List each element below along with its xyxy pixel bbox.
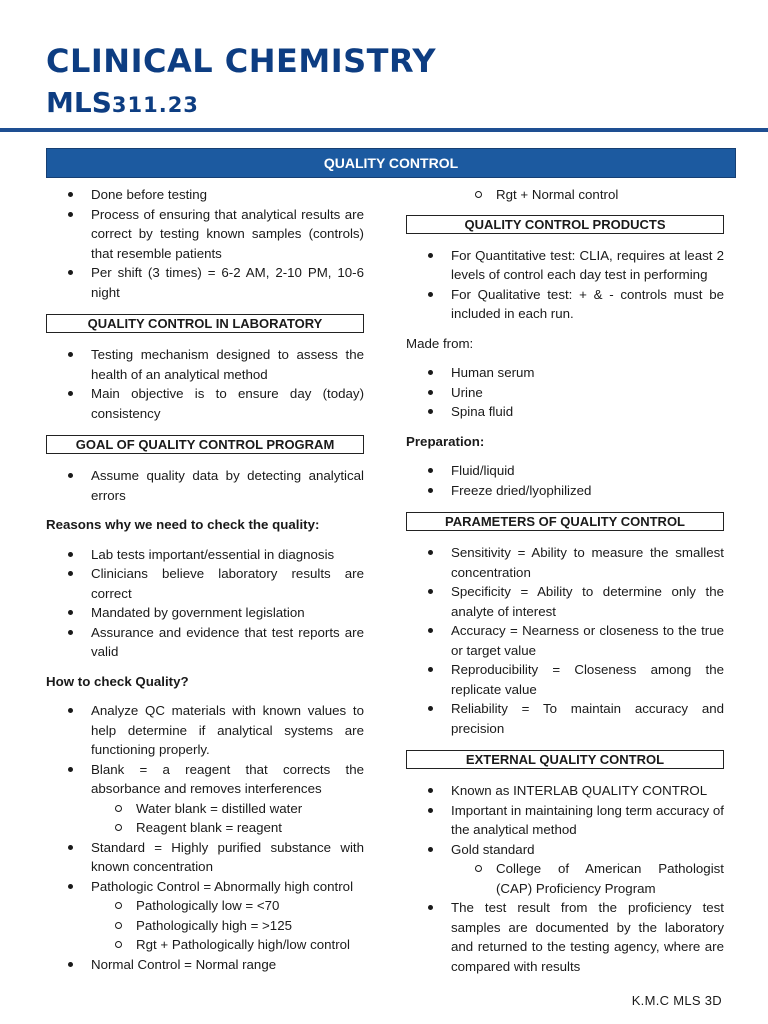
list-item: Mandated by government legislation xyxy=(46,603,364,623)
list-item: Spina fluid xyxy=(406,402,724,422)
lab-list xyxy=(46,345,364,423)
parameters-list xyxy=(406,543,724,738)
made-from-label: Made from: xyxy=(406,335,474,351)
parameters-heading: PARAMETERS OF QUALITY CONTROL xyxy=(406,512,724,531)
list-item: Sensitivity = Ability to measure the smallest concentration xyxy=(406,543,724,582)
course-code xyxy=(46,86,199,119)
list-item: Human serum xyxy=(406,363,724,383)
list-item: Testing mechanism designed to assess the health of an analytical method xyxy=(46,345,364,384)
list-item: Fluid/liquid xyxy=(406,461,724,481)
list-item: Urine xyxy=(406,383,724,403)
list-item: Lab tests important/essential in diagnosis xyxy=(46,545,364,565)
list-item: Reliability = To maintain accuracy and precision xyxy=(406,699,724,738)
list-item: For Qualitative test: + & - controls must be included in each run. xyxy=(406,285,724,324)
lab-heading: QUALITY CONTROL IN LABORATORY xyxy=(46,314,364,333)
list-item: Gold standard xyxy=(406,840,724,860)
products-heading: QUALITY CONTROL PRODUCTS xyxy=(406,215,724,234)
right-column xyxy=(406,185,724,976)
list-item: Blank = a reagent that corrects the absorbance and removes interferences xyxy=(46,760,364,799)
products-list xyxy=(406,246,724,324)
list-item: Standard = Highly purified substance with known concentration xyxy=(46,838,364,877)
reasons-heading: Reasons why we need to check the quality: xyxy=(46,517,320,532)
list-item: Per shift (3 times) = 6-2 AM, 2-10 PM, 10-6 night xyxy=(46,263,364,302)
preparation-heading: Preparation: xyxy=(406,433,485,449)
list-item: Freeze dried/lyophilized xyxy=(406,481,724,501)
list-item: For Quantitative test: CLIA, requires at least 2 levels of control each day test in performing xyxy=(406,246,724,285)
sub-list-item: Rgt + Pathologically high/low control xyxy=(46,935,364,955)
sub-list-item: Pathologically low = <70 xyxy=(46,896,364,916)
list-item: Process of ensuring that analytical results are correct by testing known samples (controls) that resemble patients xyxy=(46,205,364,264)
sub-list-item: Pathologically high = >125 xyxy=(46,916,364,936)
intro-list xyxy=(46,185,364,302)
continued-list xyxy=(406,185,724,205)
course-code-number: 311.23 xyxy=(111,93,199,117)
footer-author: K.M.C MLS 3D xyxy=(631,993,722,1008)
left-column xyxy=(46,185,364,974)
list-item: Specificity = Ability to determine only the analyte of interest xyxy=(406,582,724,621)
course-code-letters: MLS xyxy=(46,86,112,119)
list-item: Assurance and evidence that test reports are valid xyxy=(46,623,364,662)
how-heading: How to check Quality? xyxy=(46,673,189,689)
sub-list-item: College of American Pathologist (CAP) Proficiency Program xyxy=(406,859,724,898)
list-item: Assume quality data by detecting analytical errors xyxy=(46,466,364,505)
list-item: Done before testing xyxy=(46,185,364,205)
preparation-list xyxy=(406,461,724,500)
list-item: The test result from the proficiency test samples are documented by the laboratory and returned to the testing agency, where are compared with results xyxy=(406,898,724,976)
external-qc-heading: EXTERNAL QUALITY CONTROL xyxy=(406,750,724,769)
goal-list xyxy=(46,466,364,505)
sub-list-item: Water blank = distilled water xyxy=(46,799,364,819)
section-banner: QUALITY CONTROL xyxy=(46,148,736,178)
list-item: Accuracy = Nearness or closeness to the true or target value xyxy=(406,621,724,660)
list-item: Normal Control = Normal range xyxy=(46,955,364,975)
list-item: Known as INTERLAB QUALITY CONTROL xyxy=(406,781,724,801)
sub-list-item: Rgt + Normal control xyxy=(406,185,724,205)
list-item: Pathologic Control = Abnormally high control xyxy=(46,877,364,897)
list-item: Reproducibility = Closeness among the replicate value xyxy=(406,660,724,699)
external-qc-list xyxy=(406,781,724,976)
list-item: Analyze QC materials with known values to help determine if analytical systems are functioning properly. xyxy=(46,701,364,760)
sub-list-item: Reagent blank = reagent xyxy=(46,818,364,838)
how-list xyxy=(46,701,364,974)
header-divider xyxy=(0,128,768,132)
reasons-list xyxy=(46,545,364,662)
made-from-list xyxy=(406,363,724,422)
document-title: CLINICAL CHEMISTRY xyxy=(46,42,437,80)
list-item: Main objective is to ensure day (today) consistency xyxy=(46,384,364,423)
list-item: Clinicians believe laboratory results are correct xyxy=(46,564,364,603)
goal-heading: GOAL OF QUALITY CONTROL PROGRAM xyxy=(46,435,364,454)
list-item: Important in maintaining long term accuracy of the analytical method xyxy=(406,801,724,840)
